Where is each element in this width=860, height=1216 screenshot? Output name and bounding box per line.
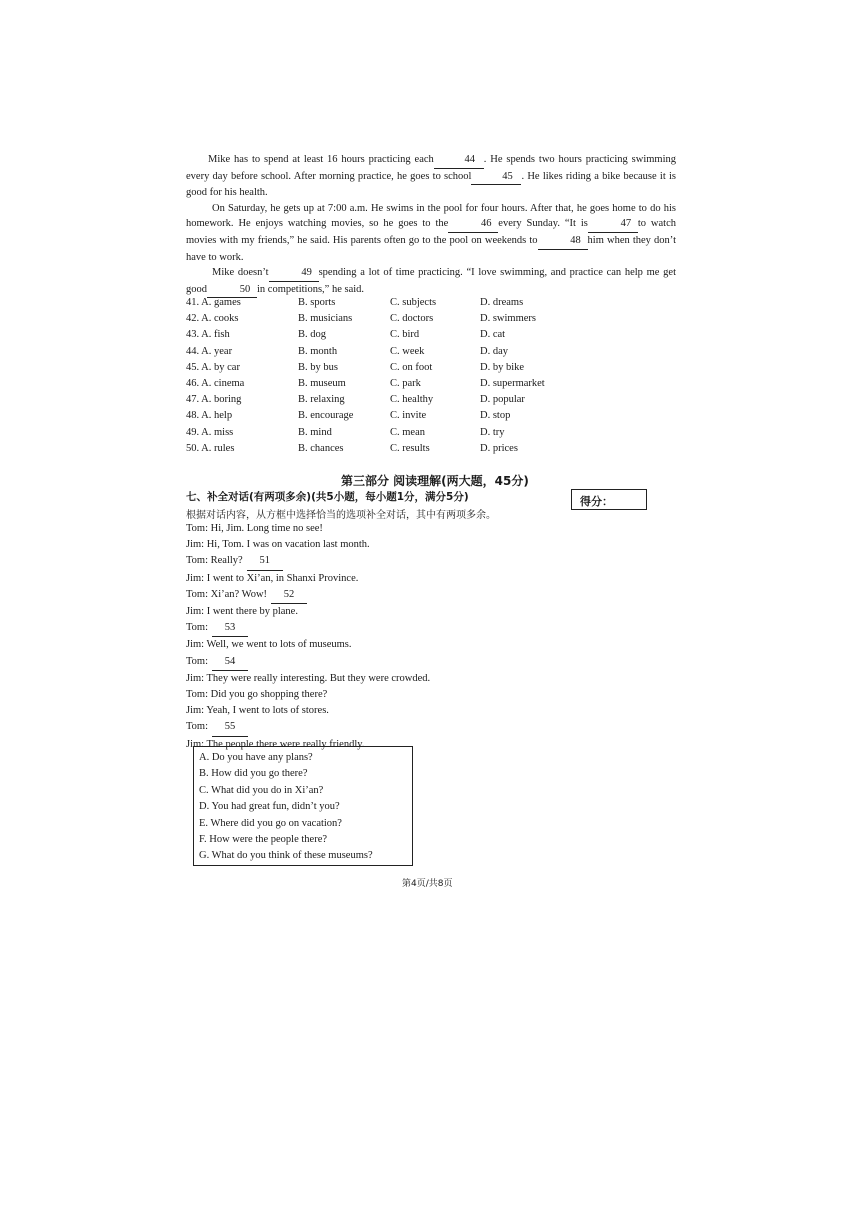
option-item: B. mind [298, 426, 332, 438]
option-item: 42. A. cooks [186, 313, 239, 325]
option-item: D. day [480, 345, 508, 357]
dialog-text: Jim: I went to Xi’an, in Shanxi Province. [186, 572, 359, 584]
dialog-text: Tom: [186, 721, 209, 733]
p3-text-a: Mike doesn’t [212, 267, 269, 279]
dialog-line [186, 654, 430, 671]
option-item: D. prices [480, 442, 518, 454]
choices-box [193, 746, 413, 866]
dialog-line [186, 671, 430, 687]
option-item: D. swimmers [480, 313, 536, 325]
option-item: 47. A. boring [186, 394, 242, 406]
blank-44: 44 [434, 152, 484, 169]
option-item: 48. A. help [186, 410, 233, 422]
option-item: C. park [390, 377, 421, 389]
p2-text-b: every Sunday. “It is [498, 218, 588, 230]
instruction-text: 根据对话内容，从方框中选择恰当的选项补全对话，其中有两项多余。 [186, 510, 496, 521]
dialog-text: Jim: Yeah, I went to lots of stores. [186, 705, 329, 717]
p3-text-c: in competitions,” he said. [257, 283, 365, 295]
dialog-text: Tom: [186, 655, 209, 667]
dialog-text: Tom: Really? [186, 555, 243, 567]
option-item: C. healthy [390, 394, 434, 406]
dialog-line [186, 587, 430, 604]
choice-item: D. You had great fun, didn’t you? [199, 801, 340, 813]
option-item: 44. A. year [186, 345, 233, 357]
option-item: C. mean [390, 426, 425, 438]
dialog-text: Tom: Xi’an? Wow! [186, 588, 268, 600]
dialog-line [186, 571, 430, 587]
passage-paragraph-2 [186, 201, 676, 265]
option-item: C. doctors [390, 313, 434, 325]
dialog-text: Jim: Well, we went to lots of museums. [186, 639, 352, 651]
page-footer: 第4页/共8页 [402, 879, 453, 889]
option-item: C. bird [390, 329, 420, 341]
choice-item: A. Do you have any plans? [199, 752, 313, 763]
passage-paragraph-1 [186, 152, 676, 201]
blank-48: 48 [538, 233, 588, 250]
p2-text-c: to watch movies with my friends,” he said. His parents often go to the pool on weekends to [186, 218, 676, 246]
option-item: C. on foot [390, 361, 433, 373]
subsection-title: 七、补全对话(有两项多余)(共5小题，每小题1分，满分5分) [186, 491, 469, 503]
choice-item: B. How did you go there? [199, 768, 308, 780]
blank-46: 46 [448, 216, 498, 233]
option-item: B. by bus [298, 361, 338, 373]
p1-text-b: . He spends two hours practicing swimming every day before school. After morning practice, he goes to school [186, 154, 676, 182]
option-item: B. musicians [298, 313, 353, 325]
p1-text-a: Mike has to spend at least 16 hours practicing each [208, 154, 434, 165]
option-item: C. invite [390, 410, 427, 422]
dialog-blank: 51 [247, 553, 283, 570]
dialog-blank: 55 [212, 719, 248, 736]
option-item: B. museum [298, 377, 346, 389]
blank-47: 47 [588, 216, 638, 233]
dialog-line [186, 620, 430, 637]
option-item: D. popular [480, 394, 525, 406]
dialog-line [186, 537, 430, 553]
option-item: D. dreams [480, 297, 524, 308]
p2-text-d: him when they don’t have to work. [186, 234, 676, 263]
blank-49: 49 [269, 265, 319, 282]
dialog-line [186, 604, 430, 620]
option-item: B. dog [298, 329, 327, 341]
dialog-line [186, 719, 430, 736]
option-item: B. encourage [298, 410, 354, 422]
option-item: 41. A. games [186, 297, 241, 308]
dialog-blank: 54 [212, 654, 248, 671]
option-item: D. stop [480, 410, 511, 422]
dialog-blank: 53 [212, 620, 248, 637]
option-item: B. sports [298, 297, 336, 308]
p2-text-a: On Saturday, he gets up at 7:00 a.m. He swims in the pool for four hours. After that, he goes home to do his homework. He enjoys watching movies, so he goes to the [186, 202, 676, 230]
passage-paragraph-3 [186, 265, 676, 298]
p3-text-b: spending a lot of time practicing. “I love swimming, and practice can help me get good [186, 267, 676, 295]
option-item: C. results [390, 442, 430, 454]
dialog-text: Tom: Hi, Jim. Long time no see! [186, 523, 323, 534]
option-item: 49. A. miss [186, 426, 234, 438]
option-item: 43. A. fish [186, 329, 230, 341]
dialog-text: Tom: [186, 622, 209, 634]
dialog-text: Tom: Did you go shopping there? [186, 689, 328, 701]
dialog-line [186, 703, 430, 719]
choice-item: F. How were the people there? [199, 834, 328, 846]
option-item: D. try [480, 426, 505, 438]
option-item: 50. A. rules [186, 442, 235, 454]
dialog-text: Jim: Hi, Tom. I was on vacation last month. [186, 539, 370, 551]
p1-text-c: . He likes riding a bike because it is good for his health. [186, 170, 676, 199]
cloze-passage [186, 152, 676, 298]
option-item: 45. A. by car [186, 361, 240, 373]
dialog-text: Jim: I went there by plane. [186, 606, 298, 618]
choice-item: C. What did you do in Xi’an? [199, 784, 324, 796]
option-item: 46. A. cinema [186, 377, 245, 389]
section-title: 第三部分 阅读理解(两大题，45分) [341, 474, 529, 488]
score-label: 得分： [580, 495, 613, 508]
dialog-line [186, 637, 430, 653]
choice-item: G. What do you think of these museums? [199, 850, 373, 862]
dialog-text: Jim: They were really interesting. But they were crowded. [186, 672, 431, 684]
option-item: B. chances [298, 442, 344, 454]
dialog-blank: 52 [271, 587, 307, 604]
dialog-line [186, 687, 430, 703]
option-item: D. by bike [480, 361, 525, 373]
blank-45: 45 [471, 169, 521, 186]
choice-item: E. Where did you go on vacation? [199, 817, 342, 829]
option-item: C. week [390, 345, 425, 357]
option-item: B. relaxing [298, 394, 345, 406]
option-item: B. month [298, 345, 338, 357]
blank-50: 50 [207, 282, 257, 299]
dialog [186, 521, 430, 753]
option-item: D. supermarket [480, 377, 545, 389]
dialog-line [186, 553, 430, 570]
option-item: C. subjects [390, 297, 437, 308]
dialog-text: Jim: The people there were really friendly. [186, 738, 365, 750]
dialog-line [186, 521, 430, 537]
score-box [571, 489, 647, 510]
option-item: D. cat [480, 329, 506, 341]
